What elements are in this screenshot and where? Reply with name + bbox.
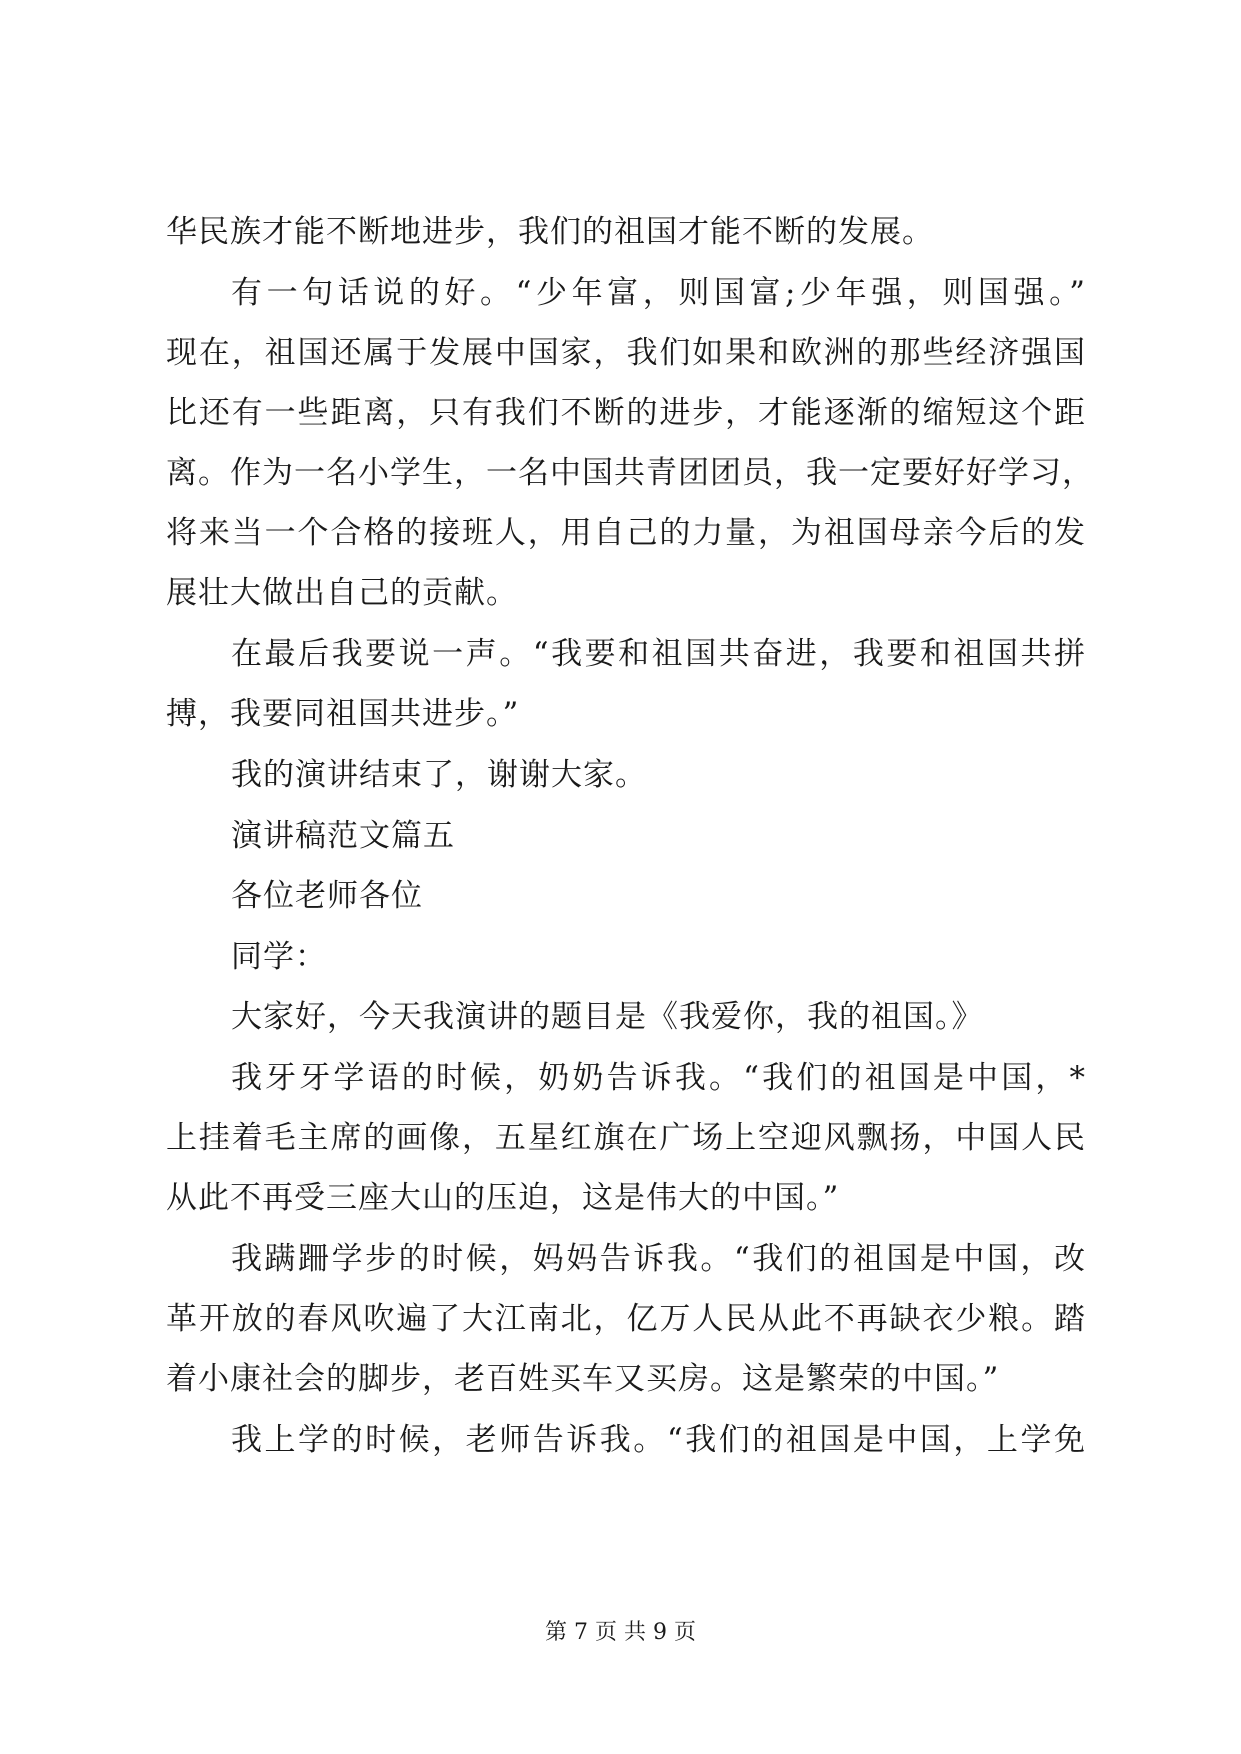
text-line: 我上学的时候，老师告诉我。“我们的祖国是中国，上学免 — [231, 1422, 1086, 1458]
text-line: 有一句话说的好。“少年富，则国富;少年强，则国强。” — [231, 275, 1086, 311]
text-line: 华民族才能不断地进步，我们的祖国才能不断的发展。 — [166, 214, 934, 250]
text-line: 上挂着毛主席的画像，五星红旗在广场上空迎风飘扬，中国人民 — [166, 1120, 1086, 1156]
text-line: 我蹒跚学步的时候，妈妈告诉我。“我们的祖国是中国，改 — [231, 1241, 1086, 1277]
text-line: 同学： — [231, 939, 327, 975]
text-line: 我的演讲结束了，谢谢大家。 — [231, 757, 647, 793]
text-line: 现在，祖国还属于发展中国家，我们如果和欧洲的那些经济强国 — [166, 335, 1086, 371]
text-line: 革开放的春风吹遍了大江南北，亿万人民从此不再缺衣少粮。踏 — [166, 1301, 1086, 1337]
text-line: 将来当一个合格的接班人，用自己的力量，为祖国母亲今后的发 — [166, 515, 1086, 551]
text-line: 着小康社会的脚步，老百姓买车又买房。这是繁荣的中国。” — [166, 1361, 1000, 1397]
text-line: 大家好，今天我演讲的题目是《我爱你，我的祖国。》 — [231, 999, 984, 1035]
text-line: 在最后我要说一声。“我要和祖国共奋进，我要和祖国共拼 — [231, 636, 1086, 672]
text-line: 离。作为一名小学生，一名中国共青团团员，我一定要好好学习， — [166, 455, 1094, 491]
text-line: 搏，我要同祖国共进步。” — [166, 696, 520, 732]
text-line: 从此不再受三座大山的压迫，这是伟大的中国。” — [166, 1180, 840, 1216]
text-line: 各位老师各位 — [231, 878, 423, 914]
text-line: 展壮大做出自己的贡献。 — [166, 575, 518, 611]
text-line: 我牙牙学语的时候，奶奶告诉我。“我们的祖国是中国，* — [231, 1060, 1086, 1096]
section-heading: 演讲稿范文篇五 — [231, 818, 455, 854]
page-number-footer: 第 7 页 共 9 页 — [545, 1620, 696, 1645]
text-line: 比还有一些距离，只有我们不断的进步，才能逐渐的缩短这个距 — [166, 395, 1086, 431]
